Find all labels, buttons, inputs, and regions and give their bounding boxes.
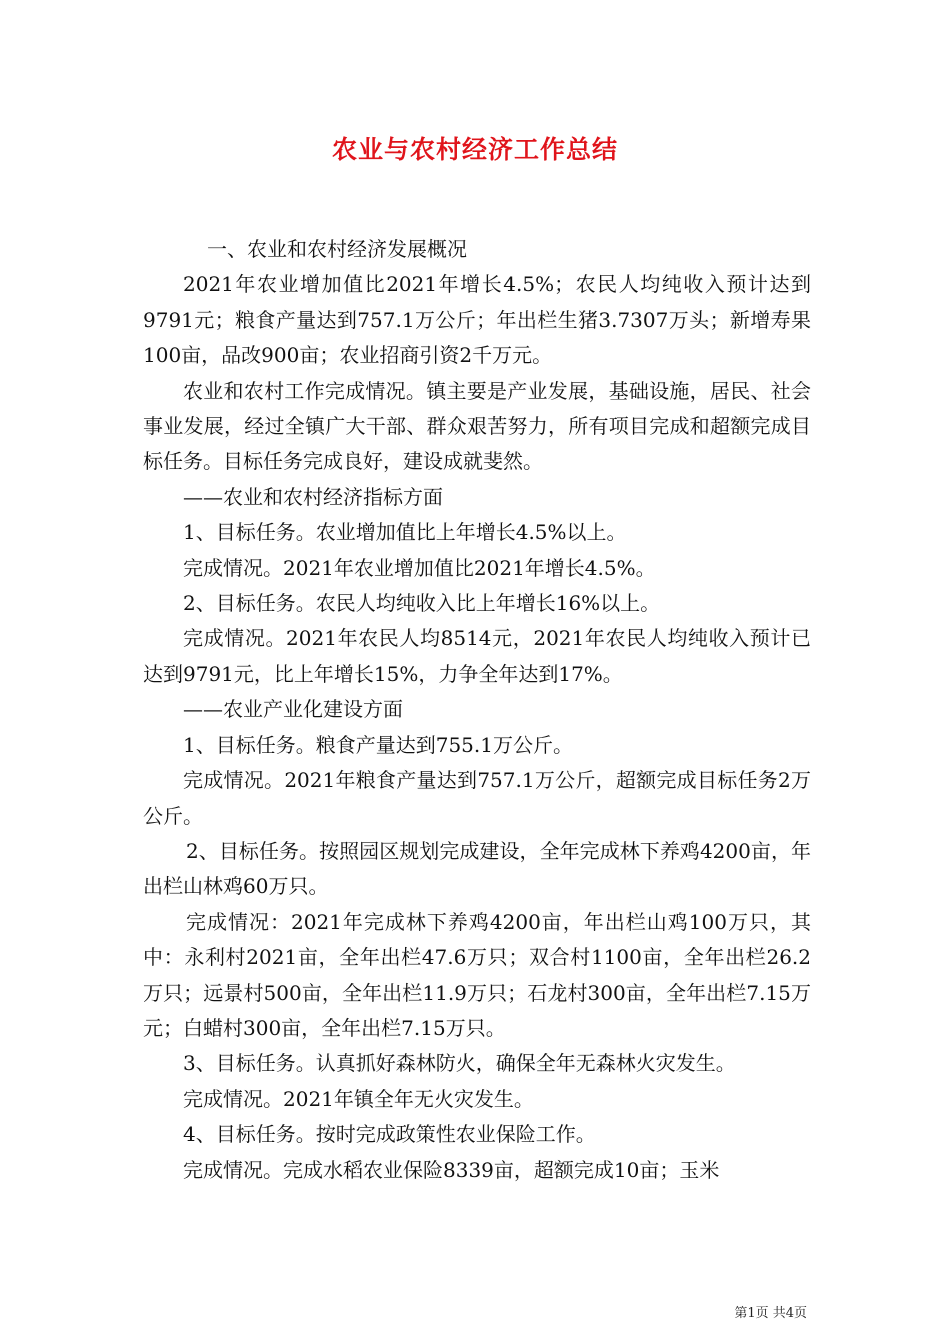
subsection-heading: ——农业和农村经济指标方面	[183, 484, 443, 509]
paragraph: 1、目标任务。粮食产量达到755.1万公斤。	[183, 732, 573, 757]
paragraph: 完成情况。2021年镇全年无火灾发生。	[183, 1086, 534, 1111]
document-body	[143, 232, 811, 1188]
subsection-heading: ——农业产业化建设方面	[183, 697, 403, 722]
paragraph: 完成情况：2021年完成林下养鸡4200亩，年出栏山鸡100万只，其中：永利村2021亩，全年出栏47.6万只；双合村1100亩，全年出栏26.2万只；远景村500亩，全年出栏11.9万只；石龙村300亩，全年出栏7.15万元；白蜡村300亩，全年出栏7.15万只。	[143, 909, 811, 1040]
paragraph: 完成情况。2021年农民人均8514元，2021年农民人均纯收入预计已达到9791元，比上年增长15%，力争全年达到17%。	[143, 626, 811, 686]
paragraph: 2、目标任务。按照园区规划完成建设，全年完成林下养鸡4200亩，年出栏山林鸡60万只。	[143, 838, 811, 899]
section-heading: 一、农业和农村经济发展概况	[207, 237, 467, 261]
paragraph: 完成情况。完成水稻农业保险8339亩，超额完成10亩；玉米	[183, 1157, 720, 1182]
paragraph: 3、目标任务。认真抓好森林防火，确保全年无森林火灾发生。	[183, 1051, 736, 1076]
paragraph: 2、目标任务。农民人均纯收入比上年增长16%以上。	[183, 591, 661, 616]
page-number: 第1页 共4页	[734, 1306, 807, 1321]
paragraph: 农业和农村工作完成情况。镇主要是产业发展，基础设施，居民、社会事业发展，经过全镇广大干部、群众艰苦努力，所有项目完成和超额完成目标任务。目标任务完成良好，建设成就斐然。	[143, 378, 811, 474]
paragraph: 2021年农业增加值比2021年增长4.5%；农民人均纯收入预计达到9791元；粮食产量达到757.1万公斤；年出栏生猪3.7307万头；新增寿果100亩，品改900亩；农业招商引资2千万元。	[143, 272, 811, 368]
document-title: 农业与农村经济工作总结	[331, 135, 618, 164]
paragraph: 完成情况。2021年粮食产量达到757.1万公斤，超额完成目标任务2万公斤。	[143, 768, 811, 828]
paragraph: 1、目标任务。农业增加值比上年增长4.5%以上。	[183, 520, 627, 545]
paragraph: 4、目标任务。按时完成政策性农业保险工作。	[183, 1122, 596, 1147]
paragraph: 完成情况。2021年农业增加值比2021年增长4.5%。	[183, 555, 656, 580]
